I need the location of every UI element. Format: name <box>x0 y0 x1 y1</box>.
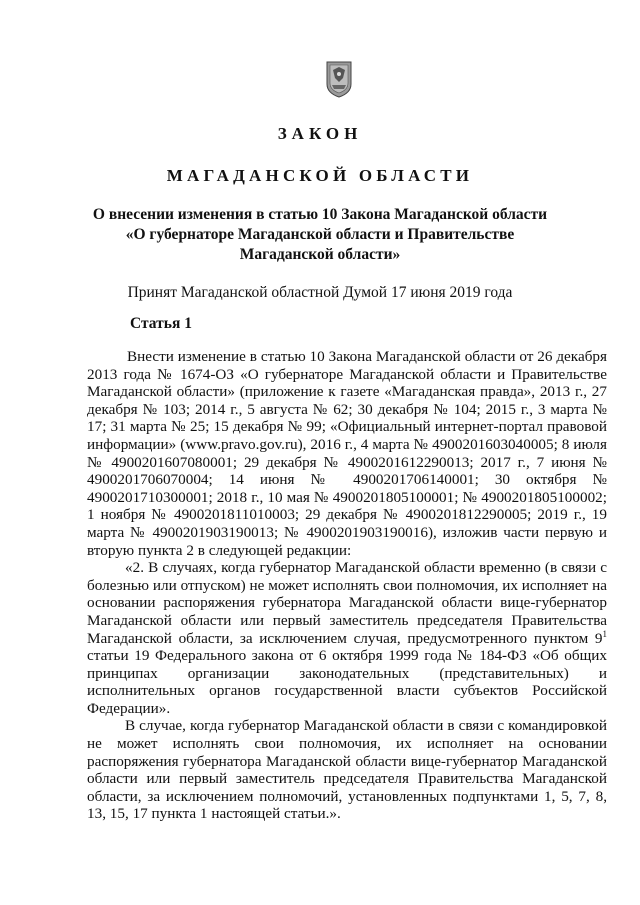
law-title: ЗАКОН <box>277 124 363 143</box>
quote-text: статьи 19 Федерального закона от 6 октября 1999 года № 184-ФЗ «Об общих принципах организации законодательных (представительных) и исполнительных органов государственной власти субъектов Российской Федерации». <box>87 647 607 717</box>
quote-text: «2. В случаях, когда губернатор Магаданской области временно (в связи с болезнью или отпуском) не может исполнять свои полномочия, их исполняет на основании распоряжения губернатора Магаданской области вице-губернатор Магаданской области или первый заместитель председателя Правительства Магаданской области, за исключением случая, предусмотренного пунктом 9 <box>87 559 607 647</box>
document-subtitle <box>80 205 560 265</box>
region-title: МАГАДАНСКОЙ ОБЛАСТИ <box>166 166 474 185</box>
body-paragraph: Внести изменение в статью 10 Закона Магаданской области от 26 декабря 2013 года № 1674-ОЗ «О губернаторе Магаданской области и Правительстве Магаданской области» (приложение к газете «Магаданская правда», 2013 г., 27 декабря № 103; 2014 г., 5 августа № 62; 30 декабря № 104; 2015 г., 3 марта № 17; 31 марта № 25; 15 декабря № 99; «Официальный интернет-портал правовой информации» (www.pravo.gov.ru), 2016 г., 4 марта № 4900201603040005; 8 июля № 4900201607080001; 29 декабря № 4900201612290013; 2017 г., 7 июня № 4900201706070004; 14 июня № 4900201706140001; 30 октября № 4900201710300001; 2018 г., 10 мая № 4900201805100001; № 4900201805100002; 1 ноября № 4900201811010003; 29 декабря № 4900201812290005; 2019 г., 19 марта № 4900201903190013; № 4900201903190016), изложив части первую и вторую пункта 2 в следующей редакции: <box>87 348 607 559</box>
subtitle-line: Магаданской области» <box>239 246 401 263</box>
magadan-coat-of-arms-icon <box>325 60 353 98</box>
article-heading: Статья 1 <box>130 315 192 332</box>
quoted-paragraph: В случае, когда губернатор Магаданской области в связи с командировкой не может исполнять свои полномочия, их исполняет на основании распоряжения губернатора Магаданской области вице-губернатор Магаданской области или первый заместитель председателя Правительства Магаданской области, за исключением полномочий, установленных подпунктами 1, 5, 7, 8, 13, 15, 17 пункта 1 настоящей статьи.». <box>87 717 607 823</box>
subtitle-line: О внесении изменения в статью 10 Закона Магаданской области <box>92 206 548 223</box>
superscript: 1 <box>602 628 607 639</box>
adoption-line: Принят Магаданской областной Думой 17 июня 2019 года <box>127 284 513 301</box>
quoted-paragraph <box>87 559 607 717</box>
subtitle-line: «О губернаторе Магаданской области и Правительстве <box>125 226 515 243</box>
article-body <box>87 348 607 823</box>
